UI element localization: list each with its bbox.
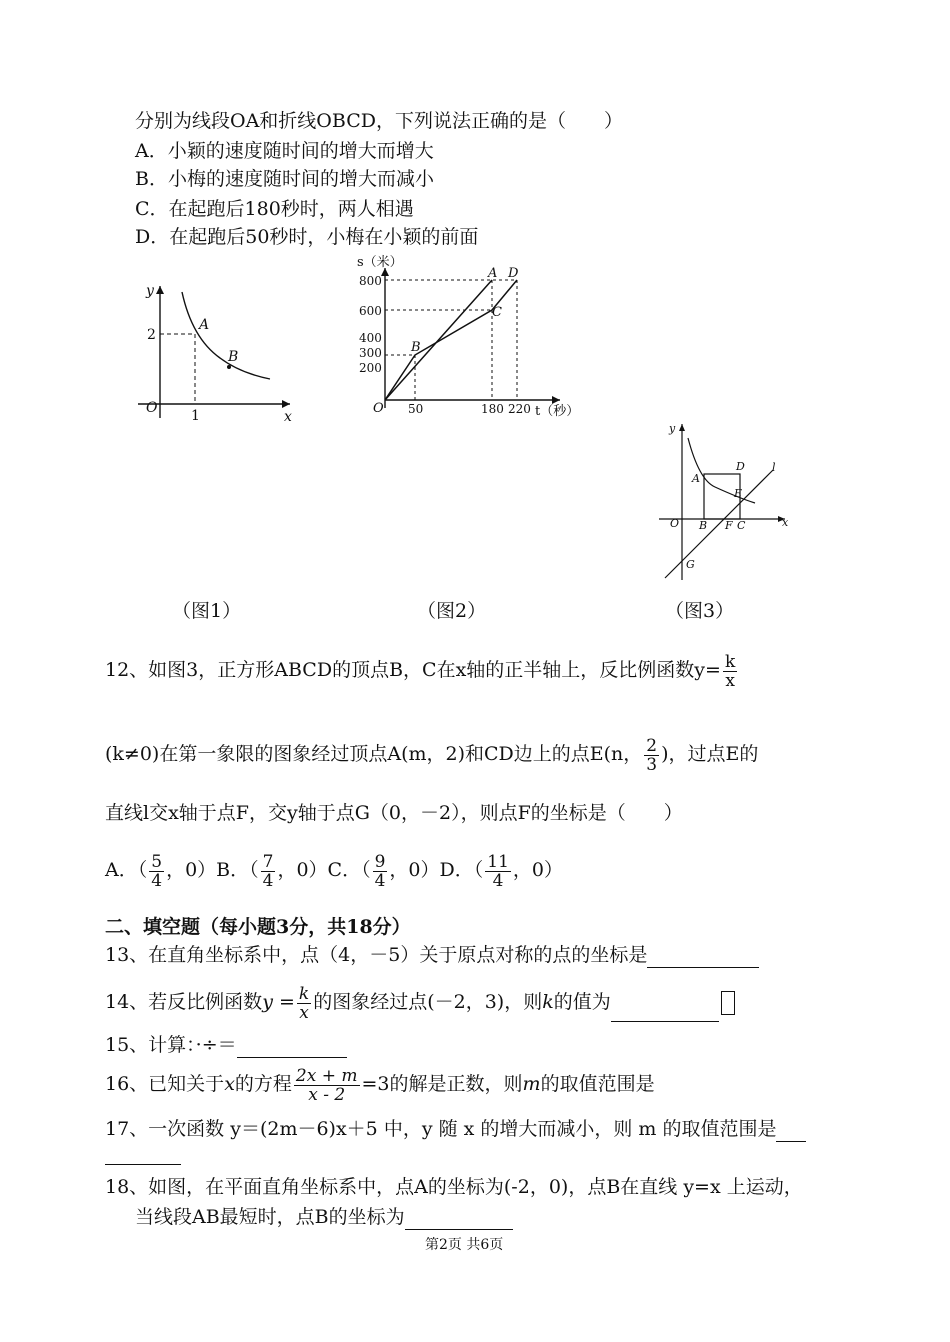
- fig3-line-label: l: [772, 461, 776, 474]
- q18-answer-blank: [405, 1209, 513, 1230]
- fig2-y-label: s（米）: [357, 255, 403, 270]
- q11-option-b: B．小梅的速度随时间的增大而减小: [135, 168, 434, 190]
- fig2-point-b: B: [411, 340, 421, 355]
- q12-line2: [105, 734, 758, 774]
- fig2-y-tick-400: 400: [359, 331, 382, 345]
- fig3-point-f: F: [725, 519, 733, 532]
- q13-answer-blank: [647, 947, 759, 968]
- q12-option-a-fraction: $\frac{5}{4}$: [151, 851, 163, 891]
- section-2-title: 二、填空题（每小题3分，共18分）: [105, 916, 411, 938]
- fig2-x-tick-180: 180: [481, 402, 504, 416]
- q11-option-a: A．小颖的速度随时间的增大而增大: [135, 140, 434, 162]
- q12-option-c-fraction: $\frac{9}{4}$: [374, 851, 386, 891]
- q15-answer-blank: [237, 1037, 347, 1058]
- fig1-x-tick: 1: [191, 408, 200, 424]
- q13: 13、在直角坐标系中，点（4，－5）关于原点对称的点的坐标是: [105, 942, 759, 968]
- fig1-origin: O: [146, 400, 158, 416]
- fig3-y-label: y: [669, 422, 676, 435]
- q14-box: [721, 991, 735, 1015]
- q17: 17、一次函数 y＝(2m－6)x＋5 中，y 随 x 的增大而减小，则 m 的取值范围是: [105, 1116, 806, 1142]
- q14-fraction: $\frac{k}{x}$: [298, 983, 310, 1023]
- fig2-point-c: C: [492, 305, 502, 320]
- figure-2: [345, 250, 585, 422]
- fig2-point-a: A: [488, 266, 498, 281]
- q18-line1: 18、如图，在平面直角坐标系中，点A的坐标为(-2，0)，点B在直线 y=x 上运动，: [105, 1176, 803, 1198]
- fig2-origin: O: [373, 401, 384, 416]
- q14: 14、若反比例函数y = $\frac{k}{x}$ 的图象经过点(－2，3)，则k的值为: [105, 982, 735, 1022]
- q12-option-d-fraction: $\frac{11}{4}$: [487, 851, 509, 891]
- fig1-x-label: x: [284, 409, 292, 425]
- fig2-y-tick-800: 800: [359, 274, 382, 288]
- q18-line2: 当线段AB最短时，点B的坐标为: [135, 1204, 513, 1230]
- fig3-point-c: C: [737, 519, 746, 532]
- fig1-caption: （图1）: [172, 600, 242, 622]
- fig1-point-b: B: [228, 349, 239, 365]
- fig2-point-d: D: [508, 266, 519, 281]
- fig1-y-label: y: [146, 283, 154, 299]
- q12-options: A．（ $\frac{5}{4}$ ，0）B．（ $\frac{7}{4}$ ，0）C．（ $\frac{9}{4}$ ，0）D．（ $\frac{11}{4}$ ，0）: [105, 851, 563, 891]
- q12-line1-text: 12、如图3，正方形ABCD的顶点B，C在x轴的正半轴上，反比例函数y=: [105, 659, 721, 681]
- fig2-y-tick-300: 300: [359, 346, 382, 360]
- q12-fraction-2-3: $\frac{2}{3}$: [646, 735, 658, 775]
- q17-answer-blank-1: [776, 1121, 806, 1142]
- fig1-point-a: A: [199, 317, 210, 333]
- fig3-point-e: E: [734, 487, 743, 500]
- page-footer: 第2页 共6页: [425, 1237, 504, 1253]
- q11-option-d: D．在起跑后50秒时，小梅在小颖的前面: [135, 226, 479, 248]
- fig2-caption: （图2）: [417, 600, 487, 622]
- fig3-point-a: A: [692, 472, 700, 485]
- figure-1: [130, 278, 300, 428]
- figure-3: [655, 418, 795, 583]
- q12-line1: [105, 650, 739, 690]
- q12-line2-a: (k≠0)在第一象限的图象经过顶点A(m，2)和CD边上的点E(n，: [105, 743, 643, 765]
- fig2-y-tick-200: 200: [359, 361, 382, 375]
- q15: 15、计算：·÷＝: [105, 1032, 347, 1058]
- q12-option-b-fraction: $\frac{7}{4}$: [262, 851, 274, 891]
- fig3-caption: （图3）: [665, 600, 735, 622]
- q14-answer-blank: [611, 1001, 719, 1022]
- fig3-point-b: B: [699, 519, 708, 532]
- q12-line2-b: )，过点E的: [661, 743, 759, 765]
- fig1-y-tick: 2: [147, 327, 156, 343]
- fig2-x-tick-220: 220: [508, 402, 531, 416]
- fig3-point-g: G: [686, 558, 695, 571]
- fig3-origin: O: [670, 517, 680, 530]
- fig2-x-label: t（秒）: [535, 404, 580, 419]
- q16: 16、已知关于x的方程 $\frac{2x + m}{x - 2}$ =3的解是正数，则m的取值范围是: [105, 1065, 655, 1105]
- fig3-point-d: D: [736, 460, 745, 473]
- q17-answer-blank-2: [105, 1146, 181, 1165]
- q11-option-c: C．在起跑后180秒时，两人相遇: [135, 198, 414, 220]
- q12-line3: 直线l交x轴于点F，交y轴于点G（0，－2），则点F的坐标是（ ）: [105, 802, 683, 824]
- fig2-x-tick-50: 50: [408, 402, 424, 416]
- q11-stem: 分别为线段OA和折线OBCD，下列说法正确的是（ ）: [135, 110, 623, 132]
- fig3-x-label: x: [782, 516, 789, 529]
- fig2-y-tick-600: 600: [359, 304, 382, 318]
- q16-fraction: $\frac{2x + m}{x - 2}$: [295, 1065, 358, 1105]
- q12-fraction-k-x: $\frac{k}{x}$: [724, 651, 736, 691]
